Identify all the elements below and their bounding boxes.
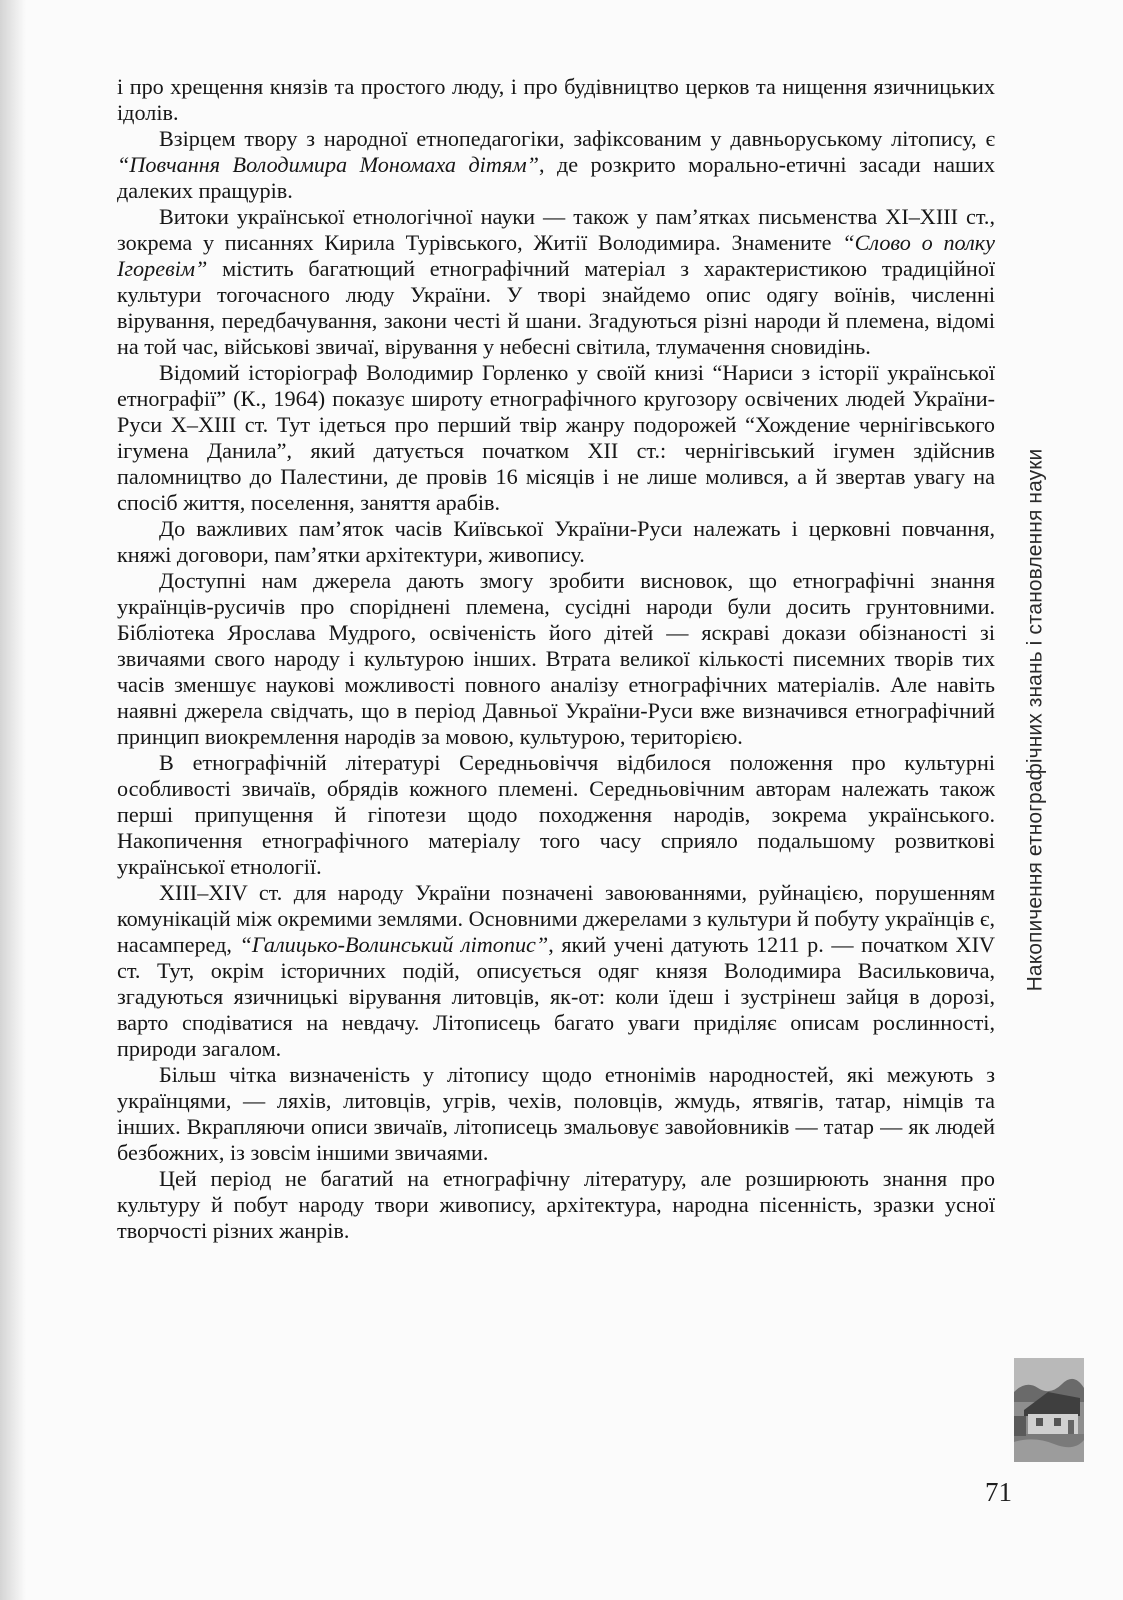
- paragraph-text: Витоки української етнологічної науки — також у пам’ятках письменства XI–XIII ст., зокрема у писаннях Кирила Турівського, Житії Володимира. Знамените: [117, 204, 995, 255]
- page-number: 71: [985, 1477, 1012, 1507]
- paragraph-text: , де розкрито морально-етичні засади наших далеких пращурів.: [117, 152, 995, 203]
- work-title-italic: “Повчання Володимира Мономаха дітям”: [117, 152, 539, 177]
- body-text: [117, 74, 995, 1244]
- page-gutter-shadow: [0, 0, 26, 1600]
- paragraph-text: , який учені датують 1211 р. — початком XIV ст. Тут, окрім історичних подій, описується одяг князя Володимира Васильковича, згадуються язичницькі вірування литовців, як-от: коли їдеш і зустрінеш зайця в дорозі, варто сподіватися на невдачу. Літописець багато уваги приділяє описам рослинності, природи загалом.: [117, 932, 995, 1061]
- running-head: [1018, 160, 1052, 1280]
- paragraph-text: До важливих пам’яток часів Київської України-Руси належать і церковні повчання, княжі договори, пам’ятки архітектури, живопису.: [117, 516, 995, 567]
- body-paragraph: [117, 750, 995, 880]
- body-paragraph: [117, 568, 995, 750]
- body-paragraph: [117, 880, 995, 1062]
- body-paragraph: [117, 204, 995, 360]
- body-paragraph: [117, 516, 995, 568]
- paragraph-text: XIII–XIV ст. для народу України позначені завоюваннями, руйнацією, порушенням комунікацій між окремими землями. Основними джерелами з культури й побуту українців є, насамперед,: [117, 880, 995, 957]
- work-title-italic: “Галицько-Волинський літопис”: [239, 932, 549, 957]
- paragraph-text: В етнографічній літературі Середньовіччя відбилося положення про культурні особливості звичаїв, обрядів кожного племені. Середньовічним авторам належать також перші припущення й гіпотези щодо походження народів, зокрема українського. Накопичення етнографічного матеріалу того часу сприяло подальшому розвиткові української етнології.: [117, 750, 995, 879]
- body-paragraph: [117, 1166, 995, 1244]
- paragraph-text: містить багатющий етнографічний матеріал з характеристикою традиційної культури тогочасного люду України. У творі знайдемо опис одягу воїнів, численні вірування, передбачування, закони честі й шани. Згадуються різні народи й племена, відомі на той час, військові звичаї, вірування у небесні світила, тлумачення сновидінь.: [117, 256, 995, 359]
- paragraph-text: Взірцем твору з народної етнопедагогіки, зафіксованим у давньоруському літопису, є: [159, 126, 995, 151]
- house-vignette-graphic: [1014, 1358, 1084, 1462]
- house-vignette-image: [1014, 1358, 1084, 1462]
- body-paragraph: [117, 74, 995, 126]
- paragraph-text: і про хрещення князів та простого люду, і про будівництво церков та нищення язичницьких ідолів.: [117, 74, 995, 125]
- body-paragraph: [117, 360, 995, 516]
- paragraph-text: Відомий історіограф Володимир Горленко у своїй книзі “Нариси з історії української етнографії” (К., 1964) показує широту етнографічного кругозору освічених людей України-Руси X–XIII ст. Тут ідеться про перший твір жанру подорожей “Хождение чернігівського ігумена Данила”, який датується початком XII ст.: чернігівський ігумен здійснив паломництво до Палестини, де провів 16 місяців і не лише молився, а й звертав увагу на спосіб життя, поселення, заняття арабів.: [117, 360, 995, 515]
- work-title-italic: “Слово о полку Ігоревім”: [117, 230, 995, 281]
- body-paragraph: [117, 126, 995, 204]
- paragraph-text: Цей період не багатий на етнографічну літературу, але розширюють знання про культуру й побут народу твори живопису, архітектура, народна пісенність, зразки усної творчості різних жанрів.: [117, 1166, 995, 1243]
- paragraph-text: Більш чітка визначеність у літопису щодо етнонімів народностей, які межують з українцями, — ляхів, литовців, угрів, чехів, половців, жмудь, ятвягів, татар, німців та інших. Вкрапляючи описи звичаїв, літописець змальовує завойовників — татар — як людей безбожних, із зовсім іншими звичаями.: [117, 1062, 995, 1165]
- running-head-label: Накопичення етнографічних знань і становлення науки: [1023, 448, 1047, 992]
- body-paragraph: [117, 1062, 995, 1166]
- paragraph-text: Доступні нам джерела дають змогу зробити висновок, що етнографічні знання українців-русичів про споріднені племена, сусідні народи були досить грунтовними. Бібліотека Ярослава Мудрого, освіченість його дітей — яскраві докази обізнаності зі звичаями свого народу і культурою інших. Втрата великої кількості писемних творів тих часів зменшує наукові можливості повного аналізу етнографічних матеріалів. Але навіть наявні джерела свідчать, що в період Давньої України-Руси вже визначився етнографічний принцип виокремлення народів за мовою, культурою, територією.: [117, 568, 995, 749]
